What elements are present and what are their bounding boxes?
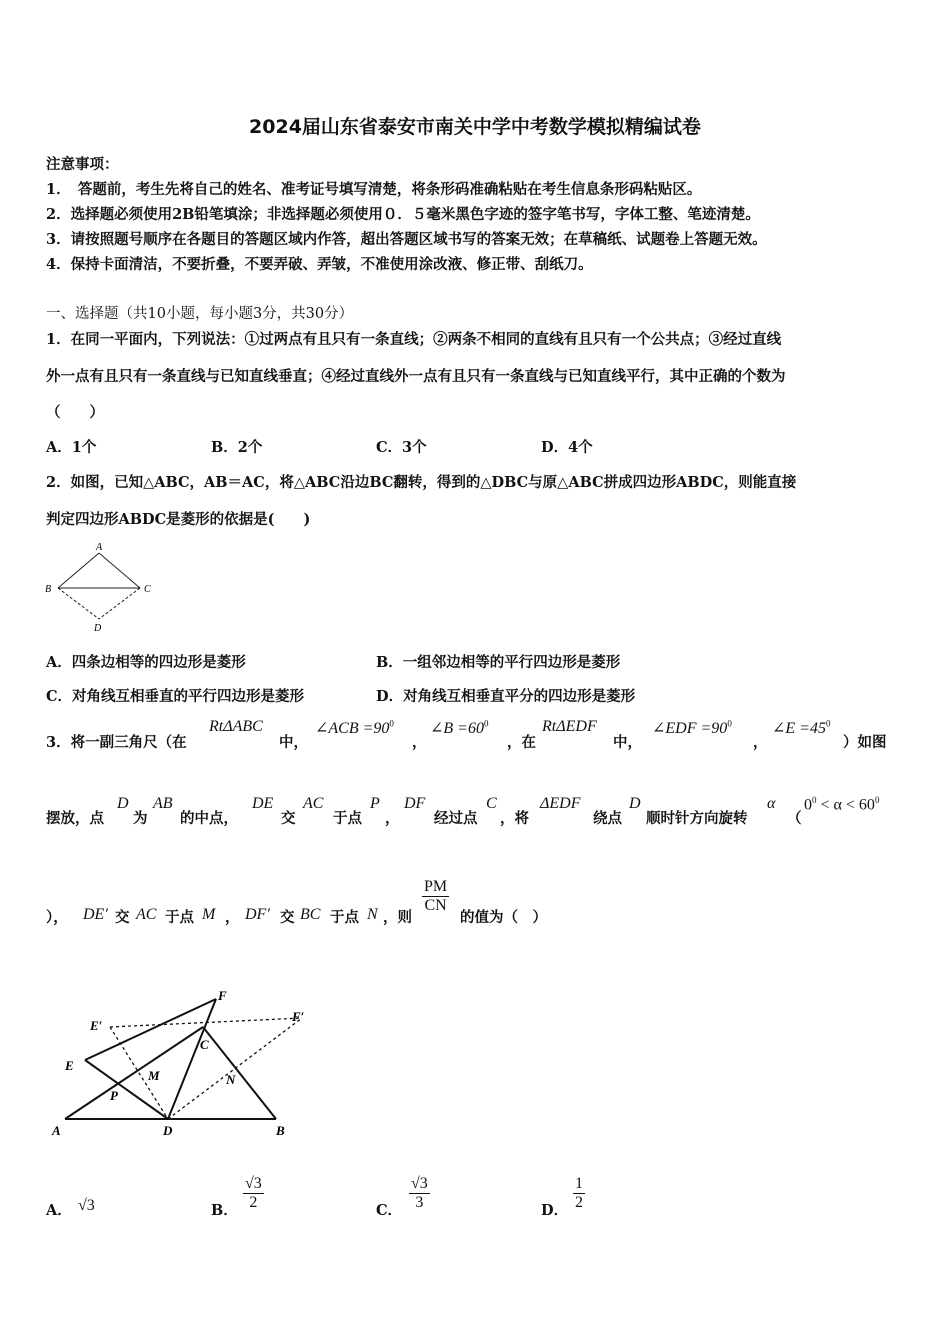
q3-point-c: C xyxy=(486,795,497,812)
q3-seg-de-prime: DE′ xyxy=(83,906,108,923)
q3-point-m: M xyxy=(202,906,216,923)
q3-text-jiao-3: 交 xyxy=(280,909,295,926)
q2-line-2: 判定四边形ABDC是菱形的依据是( ) xyxy=(46,511,311,528)
q3-alpha: α xyxy=(767,795,776,812)
q3-text-close: ）， xyxy=(46,909,68,926)
q2-label-b: B xyxy=(45,584,52,595)
q1-option-b[interactable]: B．2个 xyxy=(211,439,263,456)
q3-rt-abc: RtΔABC xyxy=(209,718,263,735)
q3-text-comma-2: ， xyxy=(753,734,768,751)
q2-label-a: A xyxy=(96,542,103,553)
q2-seg-cd xyxy=(99,588,140,619)
q1-option-a[interactable]: A．1个 xyxy=(46,439,97,456)
q3-seg-de: DE xyxy=(252,795,274,812)
q2-seg-ab xyxy=(58,553,99,588)
q3-fig-seg-fe xyxy=(85,999,216,1060)
q3-fig-label-e: E xyxy=(65,1058,74,1073)
q3-text-comma-3: ， xyxy=(385,810,400,827)
notice-item-2: 2．选择题必须使用2B铅笔填涂；非选择题必须使用０．５毫米黑色字迹的签字笔书写，字体工整、笔迹清楚。 xyxy=(46,206,760,223)
q3-text-ze: ，则 xyxy=(383,909,412,926)
q3-fraction-pm-cn: $\frac{PM}{CN}$ xyxy=(424,878,448,914)
q3-fig-label-d: D xyxy=(163,1123,173,1138)
q3-option-d-value[interactable]: $\frac{1}{2}$ xyxy=(575,1175,583,1211)
q3-fig-label-p: P xyxy=(110,1088,118,1103)
q1-line-1: 1．在同一平面内，下列说法：①过两点有且只有一条直线；②两条不相同的直线有且只有一个公共点；③经过直线 xyxy=(46,331,782,348)
q3-fig-label-e-prime: E′ xyxy=(90,1018,103,1033)
q3-text-raodian: 绕点 xyxy=(593,810,622,827)
q3-text-jiao-1: 交 xyxy=(281,810,296,827)
q3-seg-df-prime: DF′ xyxy=(245,906,270,923)
q3-angle-acb: ∠ACB $=90^0$ xyxy=(315,718,394,737)
q3-fig-label-c: C xyxy=(200,1037,209,1052)
q3-text-zhong-1: 中， xyxy=(279,734,308,751)
q3-text-yudian-3: 于点 xyxy=(330,909,359,926)
q3-text-zhong-2: 中， xyxy=(613,734,642,751)
q2-line-1: 2．如图，已知△ABC，AB＝AC，将△ABC沿边BC翻转，得到的△DBC与原△ABC拼成四边形ABDC，则能直接 xyxy=(46,474,797,491)
notice-item-1: 1． 答题前，考生先将自己的姓名、准考证号填写清楚，将条形码准确粘贴在考生信息条形码粘贴区。 xyxy=(46,181,702,198)
q3-option-d-label[interactable]: D． xyxy=(541,1202,569,1219)
q3-text-end: 的值为（ ） xyxy=(460,909,547,926)
q3-option-a-value[interactable]: √3 xyxy=(78,1197,95,1214)
q2-seg-ac xyxy=(99,553,140,588)
q3-fig-label-m: M xyxy=(148,1068,160,1083)
q3-angle-b: ∠B $=60^0$ xyxy=(430,718,489,737)
page-title: 2024届山东省泰安市南关中学中考数学模拟精编试卷 xyxy=(249,116,701,138)
q3-fig-label-a: A xyxy=(52,1123,61,1138)
q3-point-n: N xyxy=(367,906,378,923)
q3-seg-ac-2: AC xyxy=(136,906,157,923)
q2-label-d: D xyxy=(94,623,102,634)
q3-text-shunshi: 顺时针方向旋转 xyxy=(646,810,748,827)
q3-angle-edf: ∠EDF $=90^0$ xyxy=(652,718,732,737)
q3-text-yudian-2: 于点 xyxy=(165,909,194,926)
q3-text-paren: （ xyxy=(787,810,802,827)
q3-text-yudian-1: 于点 xyxy=(333,810,362,827)
q3-fig-seg-cb xyxy=(203,1027,276,1119)
q3-option-c-label[interactable]: C． xyxy=(376,1202,403,1219)
q3-rt-edf: RtΔEDF xyxy=(542,718,597,735)
q2-rhombus-figure xyxy=(40,538,160,634)
q1-line-3: （ ） xyxy=(46,404,104,421)
q3-fig-label-f: F xyxy=(218,988,227,1003)
q3-text-zai: ，在 xyxy=(507,734,536,751)
q3-option-a-label[interactable]: A． xyxy=(46,1202,72,1219)
q2-option-b[interactable]: B．一组邻边相等的平行四边形是菱形 xyxy=(376,654,621,671)
q3-text-jingguo: 经过点 xyxy=(434,810,478,827)
q3-seg-ab: AB xyxy=(153,795,173,812)
q3-text-zhongdian: 的中点， xyxy=(180,810,238,827)
q2-option-d[interactable]: D．对角线互相垂直平分的四边形是菱形 xyxy=(376,688,636,705)
q2-label-c: C xyxy=(144,584,151,595)
section-heading: 一、选择题（共10小题，每小题3分，共30分） xyxy=(46,306,354,322)
q3-text-comma-1: ， xyxy=(412,734,427,751)
notice-item-4: 4．保持卡面清洁，不要折叠，不要弄破、弄皱，不准使用涂改液、修正带、刮纸刀。 xyxy=(46,256,593,273)
q3-fig-seg-ac xyxy=(65,1027,203,1119)
q3-seg-bc: BC xyxy=(300,906,321,923)
q3-text-rutu: ）如图 xyxy=(843,734,887,751)
q3-seg-df: DF xyxy=(404,795,426,812)
q3-text-jiao-2: 交 xyxy=(115,909,130,926)
notice-heading: 注意事项： xyxy=(46,156,119,173)
q3-seg-ac-1: AC xyxy=(303,795,324,812)
q1-option-d[interactable]: D．4个 xyxy=(541,439,593,456)
q3-start: 3．将一副三角尺（在 xyxy=(46,734,187,751)
notice-item-3: 3．请按照题号顺序在各题目的答题区域内作答，超出答题区域书写的答案无效；在草稿纸、试题卷上答题无效。 xyxy=(46,231,767,248)
q3-triangle-edf: ΔEDF xyxy=(540,795,581,812)
q3-text-comma-4: ， xyxy=(225,909,240,926)
q3-text-wei: 为 xyxy=(133,810,148,827)
q2-option-a[interactable]: A．四条边相等的四边形是菱形 xyxy=(46,654,246,671)
q3-option-b-label[interactable]: B． xyxy=(211,1202,238,1219)
q3-fig-label-f-prime: F′ xyxy=(292,1009,305,1024)
q3-angle-e: ∠E $=45^0$ xyxy=(772,718,831,737)
q3-point-p: P xyxy=(370,795,380,812)
q3-text-jiang: ，将 xyxy=(500,810,529,827)
q3-triangle-figure xyxy=(40,982,330,1142)
q3-option-c-value[interactable]: $\frac{√3}{3}$ xyxy=(411,1175,428,1211)
q2-seg-bd xyxy=(58,588,99,619)
q3-fig-label-b: B xyxy=(276,1123,285,1138)
q3-fig-label-n: N xyxy=(226,1072,236,1087)
q3-point-d-2: D xyxy=(629,795,641,812)
q2-option-c[interactable]: C．对角线互相垂直的平行四边形是菱形 xyxy=(46,688,305,705)
q3-option-b-value[interactable]: $\frac{√3}{2}$ xyxy=(245,1175,262,1211)
q1-option-c[interactable]: C．3个 xyxy=(376,439,427,456)
q1-line-2: 外一点有且只有一条直线与已知直线垂直；④经过直线外一点有且只有一条直线与已知直线平行，其中正确的个数为 xyxy=(46,368,786,385)
q3-range: $0^0 < \alpha < 60^0$ xyxy=(804,795,880,814)
q3-text-baifang: 摆放，点 xyxy=(46,810,104,827)
q3-point-d-1: D xyxy=(117,795,129,812)
